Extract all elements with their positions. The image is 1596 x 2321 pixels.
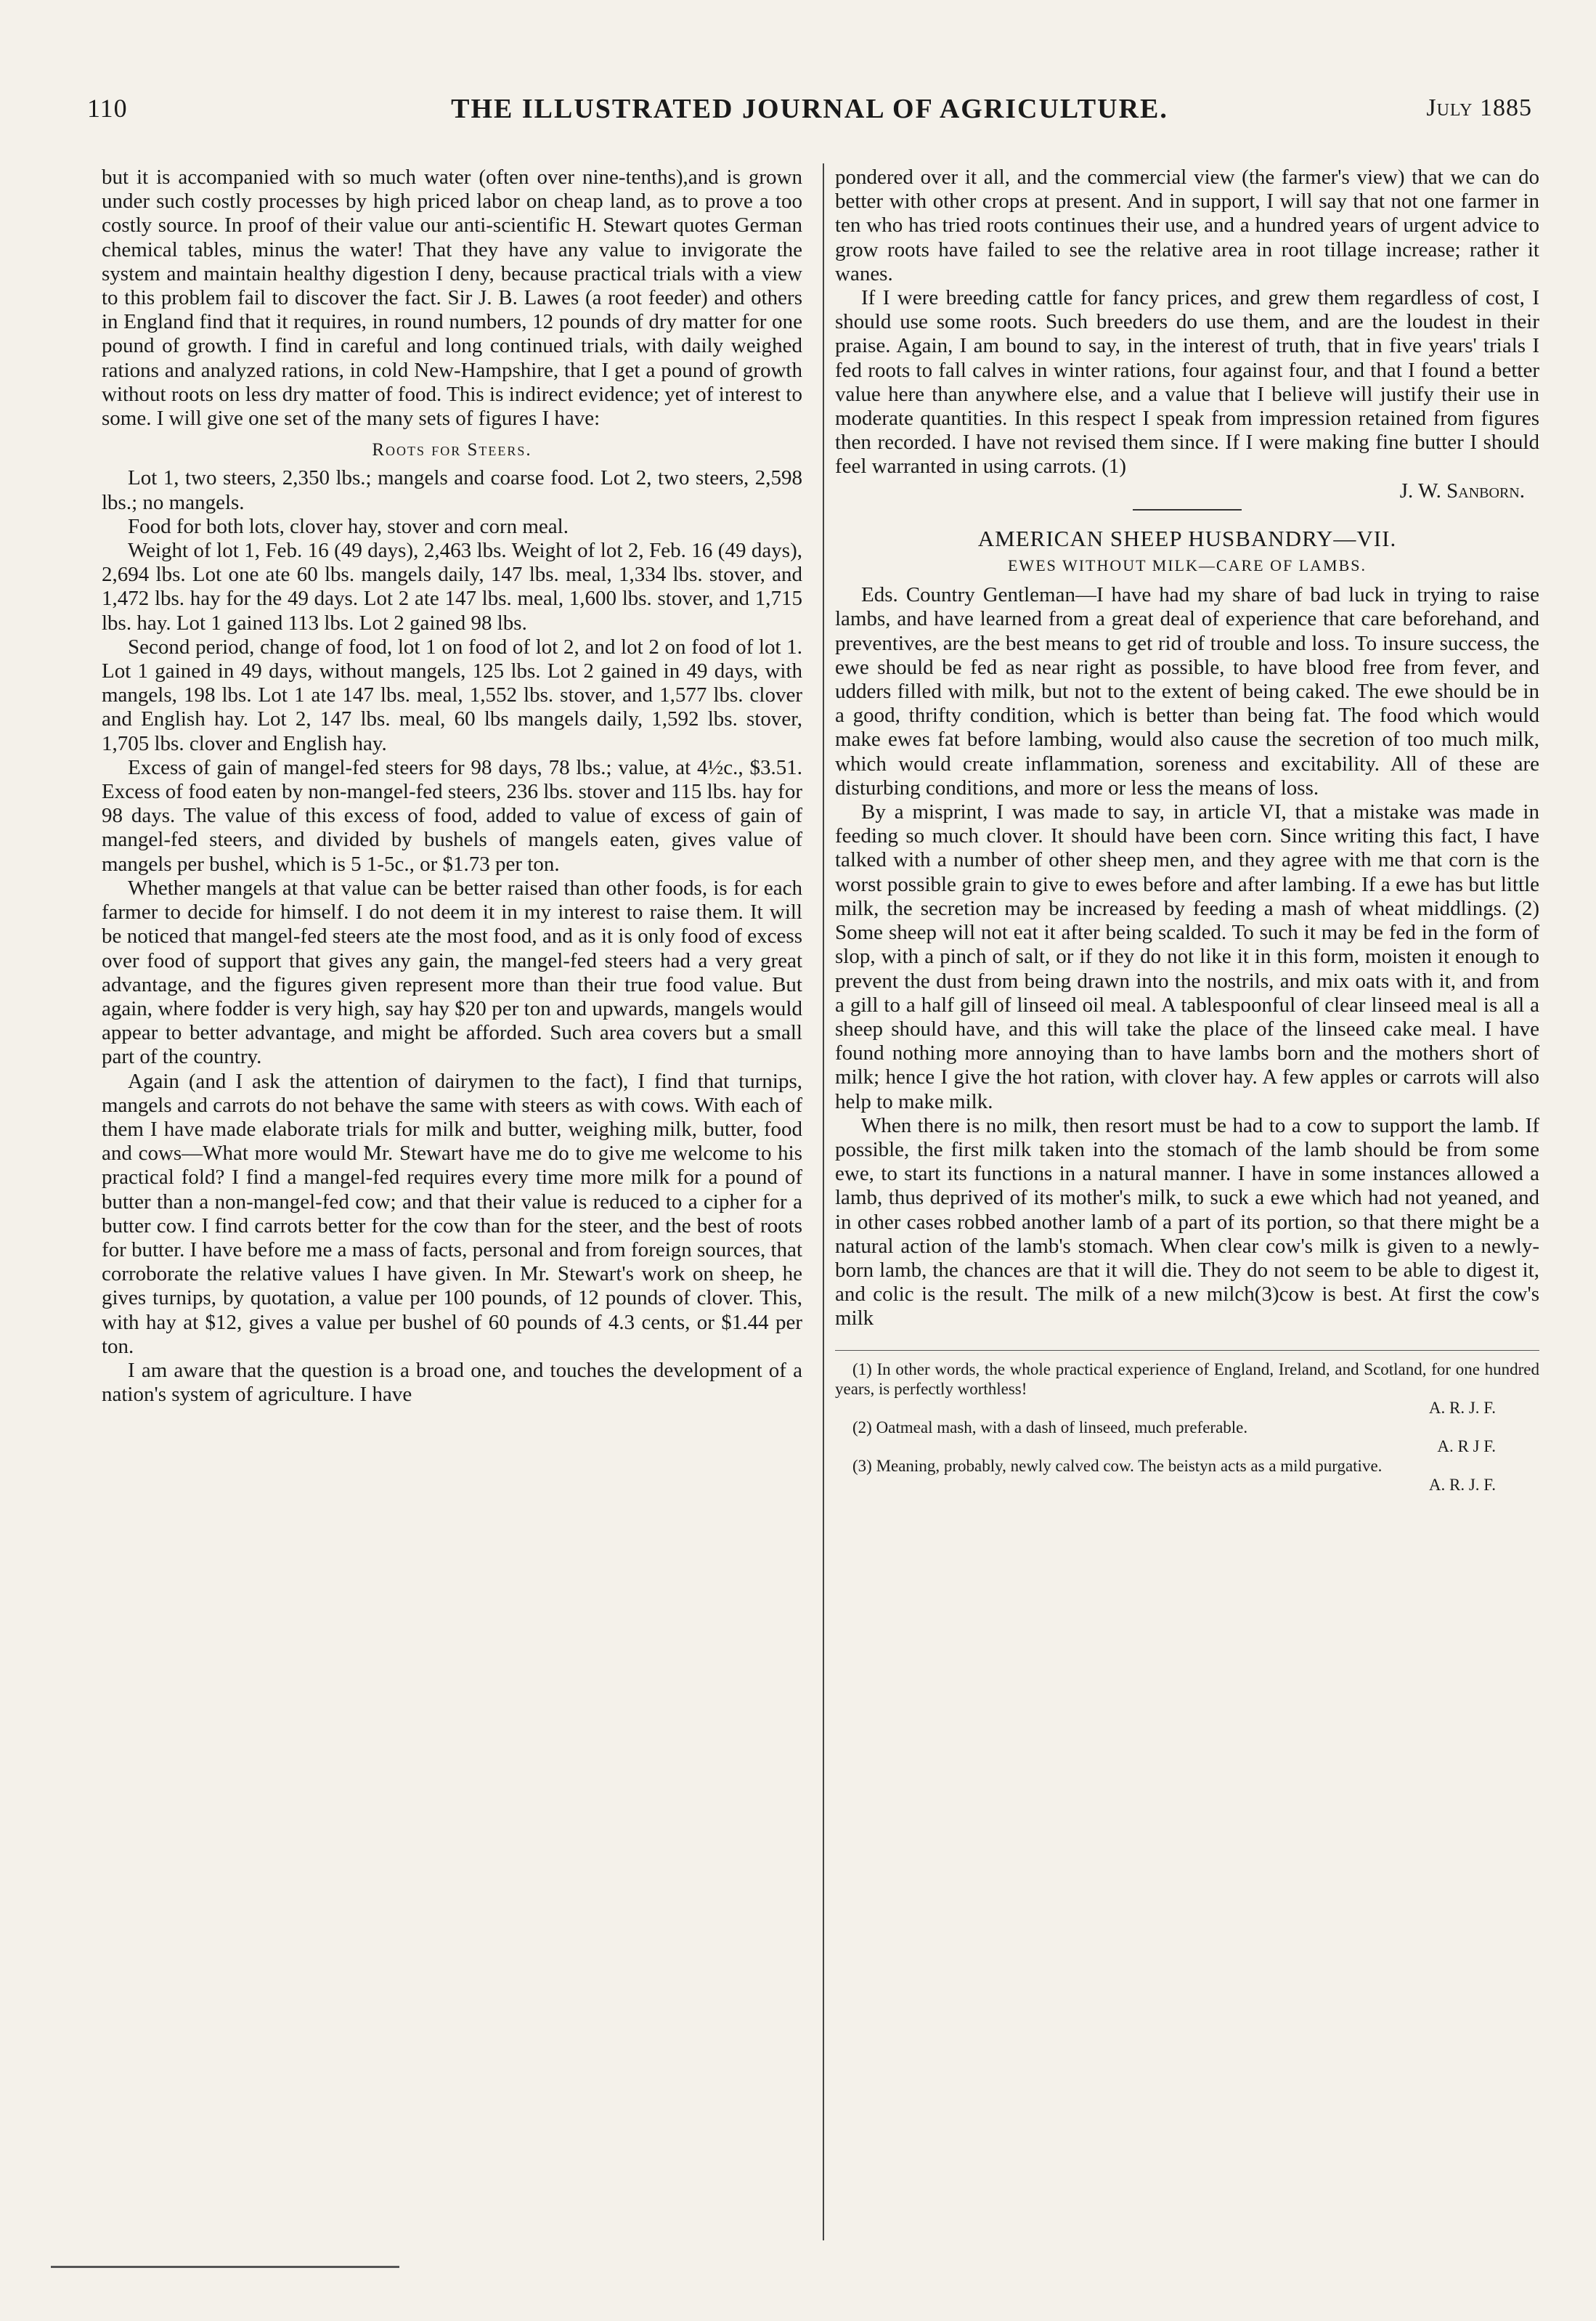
- paragraph: Lot 1, two steers, 2,350 lbs.; mangels and coarse food. Lot 2, two steers, 2,598 lbs.; no mangels.: [102, 466, 802, 514]
- column-divider: [823, 163, 824, 2240]
- footnote: (2) Oatmeal mash, with a dash of linseed, much preferable.: [852, 1418, 1248, 1436]
- journal-title: THE ILLUSTRATED JOURNAL OF AGRICULTURE.: [451, 94, 1168, 124]
- paragraph: Eds. Country Gentleman—I have had my share of bad luck in trying to raise lambs, and have learned from a great deal of experience that care beforehand, and preventives, are the best means to get rid of trouble and loss. To insure success, the ewe should be fed as near right as possible, to have blood free from fever, and udders filled with milk, but not to the extent of being caked. The ewe should be in a good, thrifty condition, which is better than being fat. The food which would make ewes fat before lambing, would also cause the secretion of too much milk, which would create inflammation, soreness and excitability. All of these are disturbing conditions, and more or less the means of loss.: [835, 583, 1539, 800]
- paragraph: but it is accompanied with so much water (often over nine-tenths),and is grown under such costly processes by high priced labor on cheap land, as to prove a too costly source. In proof of their value our anti-scientific H. Stewart quotes German chemical tables, minus the water! That they have any value to invigorate the system and maintain healthy digestion I deny, because practical trials with a view to this problem fail to discover the fact. Sir J. B. Lawes (a root feeder) and others in England find that it requires, in round numbers, 12 pounds of dry matter for one pound of growth. I find in careful and long continued trials, with daily weighed rations and analyzed rations, in cold New-Hampshire, that I get a pound of growth without roots on less dry matter of food. This is indirect evidence; yet of interest to some. I will give one set of the many sets of figures I have:: [102, 166, 802, 431]
- paragraph: When there is no milk, then resort must be had to a cow to support the lamb. If possible, the first milk taken into the stomach of the lamb should be from some ewe, to start its functions in a natural manner. I have in some instances allowed a lamb, thus deprived of its mother's milk, to suck a ewe which had not yeaned, and in other cases robbed another lamb of a part of its portion, so that there might be a natural action of the lamb's stomach. When clear cow's milk is given to a newly-born lamb, the chances are that it will die. They do not seem to be able to digest it, and colic is the result. The milk of a new milch(3)cow is best. At first the cow's milk: [835, 1113, 1539, 1330]
- paragraph: Excess of gain of mangel-fed steers for 98 days, 78 lbs.; value, at 4½c., $3.51. Excess of food eaten by non-mangel-fed steers, 236 lbs. stover and 115 lbs. hay for 98 days. The value of this excess of food, added to value of excess of gain of mangel-fed steers, and divided by bushels of mangels eaten, gives value of mangels per bushel, which is 5 1-5c., or $1.73 per ton.: [102, 755, 802, 876]
- left-column: [102, 166, 802, 1407]
- paragraph: Second period, change of food, lot 1 on food of lot 2, and lot 2 on food of lot 1. Lot 1 gained in 49 days, without mangels, 125 lbs. Lot 2 gained in 49 days, with mangels, 198 lbs. Lot 1 ate 147 lbs. meal, 1,552 lbs. stover, and 1,577 lbs. clover and English hay. Lot 2, 147 lbs. meal, 60 lbs mangels daily, 1,592 lbs. stover, 1,705 lbs. clover and English hay.: [102, 635, 802, 755]
- footnote-initials: A. R. J. F.: [1428, 1475, 1496, 1494]
- article-title: AMERICAN SHEEP HUSBANDRY—VII.: [977, 525, 1397, 551]
- paragraph: Weight of lot 1, Feb. 16 (49 days), 2,463 lbs. Weight of lot 2, Feb. 16 (49 days), 2,694 lbs. Lot one ate 60 lbs. mangels daily, 147 lbs. meal, 1,334 lbs. stover, and 1,472 lbs. hay for the 49 days. Lot 2 ate 147 lbs. meal, 1,600 lbs. stover, and 1,715 lbs. hay. Lot 1 gained 113 lbs. Lot 2 gained 98 lbs.: [102, 539, 802, 635]
- page-number: 110: [87, 94, 128, 123]
- signature-line: [835, 479, 1539, 503]
- author-signature: J. W. Sanborn.: [1399, 479, 1525, 503]
- footnote-rule: [835, 1350, 1539, 1351]
- paragraph: Whether mangels at that value can be better raised than other foods, is for each farmer to decide for himself. I do not deem it in my interest to raise them. It will be noticed that mangel-fed steers ate the most food, and as it is only food of excess over food of support that gives any gain, the mangel-fed steers had a very great advantage, and the figures given represent more than their true food value. But again, where fodder is very high, say hay $20 per ton and upwards, mangels would appear to better advantage, and might be afforded. Such area covers but a small part of the country.: [102, 876, 802, 1069]
- issue-date: July 1885: [1426, 94, 1532, 121]
- footnote: (3) Meaning, probably, newly calved cow. The beistyn acts as a mild purgative.: [852, 1456, 1383, 1475]
- footnote: (1) In other words, the whole practical experience of England, Ireland, and Scotland, for one hundred years, is perfectly worthless!: [835, 1359, 1539, 1398]
- paragraph: If I were breeding cattle for fancy prices, and grew them regardless of cost, I should use some roots. Such breeders do use them, and are the loudest in their praise. Again, I am bound to say, in the interest of truth, that in five years' trials I fed roots to fall calves in winter rations, four against four, and that I found a better value here than anywhere else, and a value that I believe will justify their use in moderate quantities. In this respect I speak from impression retained from figures then recorded. I have not revised them since. If I were making fine butter I should feel warranted in using carrots. (1): [835, 286, 1539, 479]
- running-header: [87, 87, 1532, 131]
- paragraph: I am aware that the question is a broad one, and touches the development of a nation's system of agriculture. I have: [102, 1358, 802, 1407]
- footnote-initials: A. R J F.: [1437, 1436, 1496, 1455]
- article-subtitle: EWES WITHOUT MILK—CARE OF LAMBS.: [1007, 556, 1367, 575]
- section-rule: [1133, 509, 1242, 511]
- paragraph: Food for both lots, clover hay, stover and corn meal.: [128, 514, 569, 538]
- footnote-initials: A. R. J. F.: [1428, 1398, 1496, 1417]
- section-subheading: Roots for Steers.: [372, 440, 532, 460]
- right-column: [835, 166, 1539, 1495]
- paragraph: pondered over it all, and the commercial view (the farmer's view) that we can do better with other crops at present. And in support, I will say that not one farmer in ten who has tried roots continues their use, and a hundred years of urgent advice to grow roots have failed to see the relative area in root tillage increase; rather it wanes.: [835, 166, 1539, 285]
- paragraph: Again (and I ask the attention of dairymen to the fact), I find that turnips, mangels and carrots do not behave the same with steers as with cows. With each of them I have made elaborate trials for milk and butter, weighing milk, butter, food and cows—What more would Mr. Stewart have me do to give me welcome to his practical fold? I find a mangel-fed requires every time more milk for a pound of butter than a non-mangel-fed cow; and that their value is reduced to a cipher for a butter cow. I find carrots better for the cow than for the steer, and the best of roots for butter. I have before me a mass of facts, personal and from foreign sources, that corroborate the relative values I have given. In Mr. Stewart's work on sheep, he gives turnips, by quotation, a value per 100 pounds, of 12 pounds of clover. This, with hay at $12, gives a value per bushel of 60 pounds of 4.3 cents, or $1.44 per ton.: [102, 1069, 802, 1358]
- paragraph: By a misprint, I was made to say, in article VI, that a mistake was made in feeding so much clover. It should have been corn. Since writing this fact, I have talked with a number of other sheep men, and they agree with me that corn is the worst possible grain to give to ewes before and after lambing. If a ewe has but little milk, the secretion may be increased by feeding a mash of wheat middlings. (2) Some sheep will not eat it after being scalded. To such it may be fed in the form of slop, with a pinch of salt, or if they do not like it in this form, moisten it enough to prevent the dust from being drawn into the nostrils, and mix oats with it, and from a gill to a half gill of linseed oil meal. A tablespoonful of clear linseed meal is all a sheep should have, and this will take the place of the linseed cake meal. I have found nothing more annoying than to have lambs born and the mothers short of milk; hence I give the hot ration, with clover hay. A few apples or carrots will also help to make milk.: [835, 800, 1539, 1113]
- page-bottom-rule: [51, 2266, 399, 2268]
